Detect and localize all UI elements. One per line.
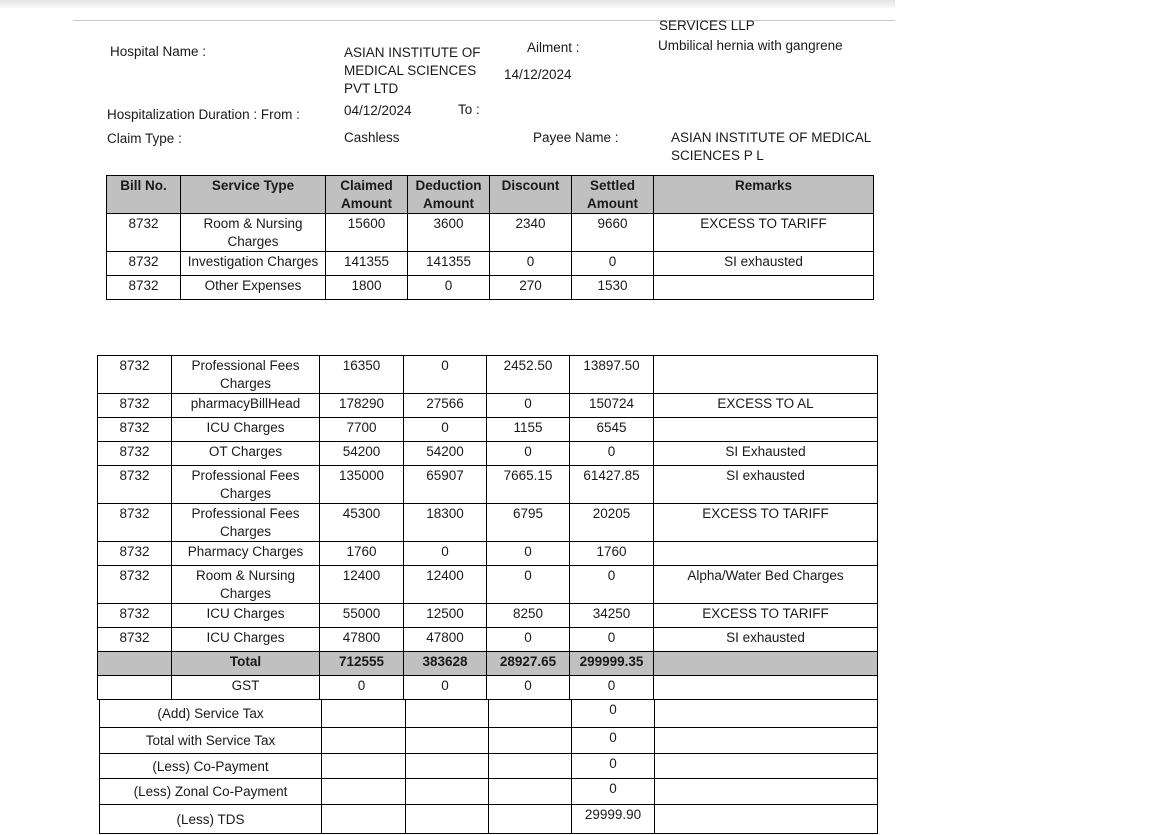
page-top-rule: [73, 20, 895, 21]
settled-amount-cell: 13897.50: [570, 356, 654, 394]
page-top-band: [0, 0, 895, 8]
empty-cell: [655, 754, 878, 779]
settled-amount-cell: 150724: [570, 394, 654, 418]
table-row: [98, 442, 878, 466]
table-header-row: [107, 176, 874, 214]
table-row: [98, 466, 878, 504]
bill-no-cell: 8732: [107, 252, 181, 276]
settled-amount-cell: 1530: [572, 276, 654, 300]
settled-amount-cell: 0: [570, 628, 654, 652]
service-type-cell: Investigation Charges: [181, 252, 326, 276]
header-claimed-amount: Claimed Amount: [326, 176, 408, 214]
service-type-cell: Professional Fees Charges: [172, 504, 320, 542]
claimed-amount-cell: 0: [320, 676, 404, 700]
claim-type-label: Claim Type :: [107, 131, 182, 146]
total-row: [98, 652, 878, 676]
settled-amount-cell: 6545: [570, 418, 654, 442]
claimed-amount-cell: 16350: [320, 356, 404, 394]
deduction-amount-cell: 383628: [404, 652, 487, 676]
service-type-cell: ICU Charges: [172, 418, 320, 442]
adjustment-row: [100, 805, 878, 834]
bill-no-cell: 8732: [107, 276, 181, 300]
claimed-amount-cell: 1760: [320, 542, 404, 566]
claimed-amount-cell: 15600: [326, 214, 408, 252]
remarks-cell: [654, 418, 878, 442]
discount-cell: 0: [487, 394, 570, 418]
adjustment-row: [100, 728, 878, 754]
discount-cell: 6795: [487, 504, 570, 542]
adjustment-value: 0: [572, 779, 655, 805]
claimed-amount-cell: 55000: [320, 604, 404, 628]
claimed-amount-cell: 45300: [320, 504, 404, 542]
deduction-amount-cell: 0: [408, 276, 490, 300]
header-settled-amount: Settled Amount: [572, 176, 654, 214]
empty-cell: [406, 754, 489, 779]
remarks-cell: EXCESS TO TARIFF: [654, 504, 878, 542]
ailment-value: Umbilical hernia with gangrene: [658, 38, 843, 53]
settled-amount-cell: 61427.85: [570, 466, 654, 504]
remarks-cell: [654, 542, 878, 566]
service-type-cell: Room & Nursing Charges: [172, 566, 320, 604]
discount-cell: 7665.15: [487, 466, 570, 504]
remarks-cell: SI Exhausted: [654, 442, 878, 466]
settled-amount-cell: 1760: [570, 542, 654, 566]
discount-cell: 0: [487, 442, 570, 466]
bill-no-cell: 8732: [98, 628, 172, 652]
bill-no-cell: 8732: [98, 356, 172, 394]
adjustment-value: 0: [572, 754, 655, 779]
discount-cell: 0: [487, 628, 570, 652]
adjustment-label: (Add) Service Tax: [100, 700, 322, 728]
discount-cell: 0: [487, 566, 570, 604]
service-type-cell: ICU Charges: [172, 604, 320, 628]
claimed-amount-cell: 141355: [326, 252, 408, 276]
service-type-cell: OT Charges: [172, 442, 320, 466]
remarks-cell: [654, 276, 874, 300]
empty-cell: [406, 779, 489, 805]
empty-cell: [322, 805, 406, 834]
deduction-amount-cell: 47800: [404, 628, 487, 652]
from-date-value: 04/12/2024: [344, 103, 412, 118]
adjustment-value: 0: [572, 700, 655, 728]
bill-no-cell: 8732: [98, 504, 172, 542]
table-row: [98, 542, 878, 566]
service-type-cell: ICU Charges: [172, 628, 320, 652]
discount-cell: 1155: [487, 418, 570, 442]
remarks-cell: [654, 676, 878, 700]
deduction-amount-cell: 0: [404, 542, 487, 566]
claimed-amount-cell: 54200: [320, 442, 404, 466]
empty-cell: [406, 805, 489, 834]
service-type-cell: Pharmacy Charges: [172, 542, 320, 566]
table-row: [107, 276, 874, 300]
remarks-cell: [654, 652, 878, 676]
table-row: [98, 356, 878, 394]
deduction-amount-cell: 3600: [408, 214, 490, 252]
empty-cell: [489, 779, 572, 805]
deduction-amount-cell: 0: [404, 418, 487, 442]
empty-cell: [489, 805, 572, 834]
adjustment-label: (Less) TDS: [100, 805, 322, 834]
table-row: [98, 504, 878, 542]
empty-cell: [489, 728, 572, 754]
claimed-amount-cell: 1800: [326, 276, 408, 300]
ailment-label: Ailment :: [527, 40, 580, 55]
bill-no-cell: 8732: [98, 442, 172, 466]
duration-label: Hospitalization Duration : From :: [107, 107, 300, 122]
service-type-cell: Professional Fees Charges: [172, 466, 320, 504]
deduction-amount-cell: 54200: [404, 442, 487, 466]
adjustments-table: [99, 699, 878, 834]
deduction-amount-cell: 0: [404, 676, 487, 700]
bill-no-cell: 8732: [98, 542, 172, 566]
claimed-amount-cell: 135000: [320, 466, 404, 504]
bill-no-cell: [98, 652, 172, 676]
service-type-cell: GST: [172, 676, 320, 700]
table-row: [98, 394, 878, 418]
empty-cell: [322, 700, 406, 728]
empty-cell: [406, 700, 489, 728]
remarks-cell: EXCESS TO AL: [654, 394, 878, 418]
discount-cell: 0: [487, 676, 570, 700]
discount-cell: 270: [490, 276, 572, 300]
adjustment-label: Total with Service Tax: [100, 728, 322, 754]
remarks-cell: SI exhausted: [654, 252, 874, 276]
hospital-label: Hospital Name :: [110, 44, 207, 59]
remarks-cell: EXCESS TO TARIFF: [654, 604, 878, 628]
payee-value: ASIAN INSTITUTE OF MEDICAL SCIENCES P L: [671, 130, 871, 163]
bill-no-cell: 8732: [98, 604, 172, 628]
empty-cell: [322, 779, 406, 805]
deduction-amount-cell: 0: [404, 356, 487, 394]
empty-cell: [655, 779, 878, 805]
remarks-cell: SI exhausted: [654, 466, 878, 504]
adjustment-label: (Less) Co-Payment: [100, 754, 322, 779]
claimed-amount-cell: 47800: [320, 628, 404, 652]
table-row: [98, 604, 878, 628]
discount-cell: 0: [487, 542, 570, 566]
claimed-amount-cell: 7700: [320, 418, 404, 442]
to-label: To :: [458, 102, 480, 117]
deduction-amount-cell: 65907: [404, 466, 487, 504]
settled-amount-cell: 0: [572, 252, 654, 276]
empty-cell: [655, 700, 878, 728]
bill-table-part-2: [97, 355, 878, 700]
header-service-type: Service Type: [181, 176, 326, 214]
settled-amount-cell: 0: [570, 676, 654, 700]
settled-amount-cell: 0: [570, 566, 654, 604]
discount-cell: 28927.65: [487, 652, 570, 676]
service-type-cell: pharmacyBillHead: [172, 394, 320, 418]
bill-table-part-1: [106, 175, 874, 300]
adjustment-label: (Less) Zonal Co-Payment: [100, 779, 322, 805]
settled-amount-cell: 34250: [570, 604, 654, 628]
deduction-amount-cell: 27566: [404, 394, 487, 418]
empty-cell: [489, 754, 572, 779]
settled-amount-cell: 299999.35: [570, 652, 654, 676]
adjustment-row: [100, 754, 878, 779]
adjustment-value: 0: [572, 728, 655, 754]
discount-cell: 2452.50: [487, 356, 570, 394]
table-row: [107, 252, 874, 276]
discount-cell: 0: [490, 252, 572, 276]
settled-amount-cell: 0: [570, 442, 654, 466]
bill-no-cell: 8732: [107, 214, 181, 252]
empty-cell: [655, 805, 878, 834]
hospital-value: ASIAN INSTITUTE OF MEDICAL SCIENCES PVT LTD: [344, 45, 481, 96]
bill-no-cell: [98, 676, 172, 700]
remarks-cell: Alpha/Water Bed Charges: [654, 566, 878, 604]
remarks-cell: [654, 356, 878, 394]
discount-cell: 8250: [487, 604, 570, 628]
empty-cell: [489, 700, 572, 728]
payee-label: Payee Name :: [533, 130, 619, 145]
deduction-amount-cell: 12400: [404, 566, 487, 604]
table-row: [98, 628, 878, 652]
empty-cell: [322, 728, 406, 754]
table-row: [107, 214, 874, 252]
deduction-amount-cell: 12500: [404, 604, 487, 628]
empty-cell: [406, 728, 489, 754]
service-type-cell: Room & Nursing Charges: [181, 214, 326, 252]
claimed-amount-cell: 178290: [320, 394, 404, 418]
deduction-amount-cell: 141355: [408, 252, 490, 276]
service-type-cell: Total: [172, 652, 320, 676]
deduction-amount-cell: 18300: [404, 504, 487, 542]
bill-no-cell: 8732: [98, 394, 172, 418]
to-date-value: 14/12/2024: [504, 67, 572, 82]
bill-no-cell: 8732: [98, 566, 172, 604]
company-suffix: SERVICES LLP: [659, 18, 755, 33]
claimed-amount-cell: 12400: [320, 566, 404, 604]
claim-type-value: Cashless: [344, 130, 400, 145]
header-bill-no: Bill No.: [107, 176, 181, 214]
adjustment-value: 29999.90: [572, 805, 655, 834]
header-discount: Discount: [490, 176, 572, 214]
service-type-cell: Other Expenses: [181, 276, 326, 300]
header-deduction-amount: Deduction Amount: [408, 176, 490, 214]
service-type-cell: Professional Fees Charges: [172, 356, 320, 394]
adjustment-row: [100, 700, 878, 728]
bill-no-cell: 8732: [98, 466, 172, 504]
table-row: [98, 418, 878, 442]
claimed-amount-cell: 712555: [320, 652, 404, 676]
remarks-cell: SI exhausted: [654, 628, 878, 652]
discount-cell: 2340: [490, 214, 572, 252]
remarks-cell: EXCESS TO TARIFF: [654, 214, 874, 252]
gst-row: [98, 676, 878, 700]
adjustment-row: [100, 779, 878, 805]
empty-cell: [655, 728, 878, 754]
settled-amount-cell: 20205: [570, 504, 654, 542]
settled-amount-cell: 9660: [572, 214, 654, 252]
header-remarks: Remarks: [654, 176, 874, 214]
bill-no-cell: 8732: [98, 418, 172, 442]
empty-cell: [322, 754, 406, 779]
table-row: [98, 566, 878, 604]
